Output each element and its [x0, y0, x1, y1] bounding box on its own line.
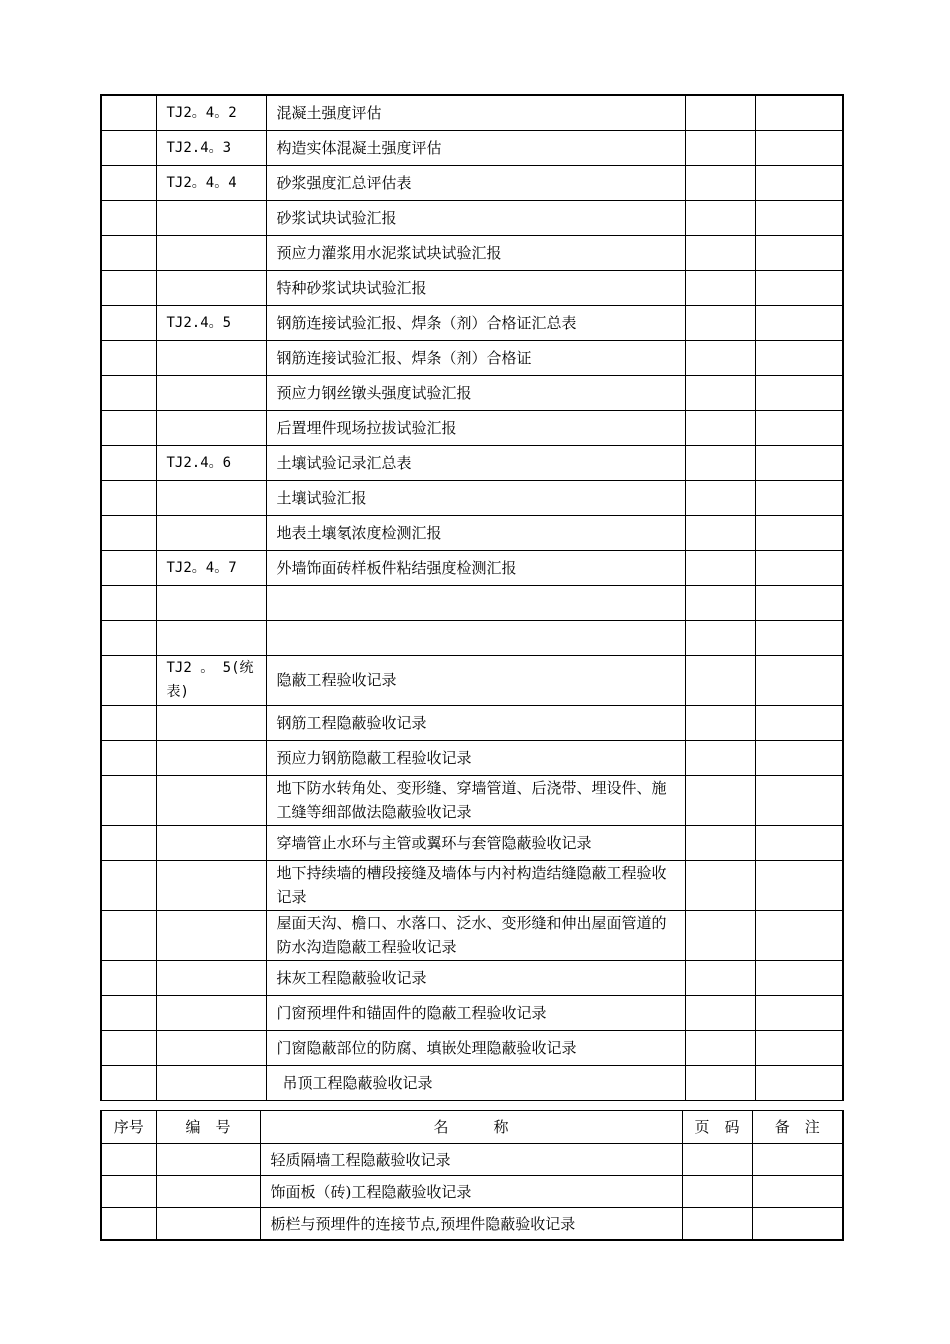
- code-cell: TJ2.4。3: [156, 130, 266, 165]
- seq-cell: [101, 410, 156, 445]
- note-cell: [755, 860, 843, 910]
- page-cell: [685, 740, 755, 775]
- code-cell: [156, 620, 266, 655]
- seq-cell: [101, 995, 156, 1030]
- seq-cell: [101, 775, 156, 825]
- page-cell: [685, 480, 755, 515]
- table-row: [101, 550, 843, 585]
- header-note: 备 注: [752, 1111, 843, 1144]
- seq-cell: [101, 860, 156, 910]
- seq-cell: [101, 235, 156, 270]
- seq-cell: [101, 550, 156, 585]
- page-cell: [682, 1144, 752, 1176]
- table-row: [101, 1144, 843, 1176]
- page-cell: [685, 270, 755, 305]
- table-row: [101, 270, 843, 305]
- name-cell: 后置埋件现场拉拔试验汇报: [266, 410, 685, 445]
- name-cell: 钢筋连接试验汇报、焊条（剂）合格证汇总表: [266, 305, 685, 340]
- note-cell: [755, 825, 843, 860]
- code-cell: [156, 410, 266, 445]
- seq-cell: [101, 1030, 156, 1065]
- seq-cell: [101, 585, 156, 620]
- name-cell: [266, 585, 685, 620]
- note-cell: [755, 515, 843, 550]
- name-cell: 钢筋连接试验汇报、焊条（剂）合格证: [266, 340, 685, 375]
- code-cell: TJ2。4。7: [156, 550, 266, 585]
- name-cell: 钢筋工程隐蔽验收记录: [266, 705, 685, 740]
- seq-cell: [101, 375, 156, 410]
- name-cell: 特种砂浆试块试验汇报: [266, 270, 685, 305]
- seq-cell: [101, 1144, 156, 1176]
- name-cell: 预应力钢丝镦头强度试验汇报: [266, 375, 685, 410]
- page-cell: [685, 340, 755, 375]
- seq-cell: [101, 620, 156, 655]
- name-cell: 地下持续墙的槽段接缝及墙体与内衬构造结缝隐蔽工程验收记录: [266, 860, 685, 910]
- note-cell: [755, 375, 843, 410]
- table-row: [101, 1176, 843, 1208]
- table-row: [101, 825, 843, 860]
- seq-cell: [101, 165, 156, 200]
- table-row: [101, 740, 843, 775]
- table-header-row: [101, 1111, 843, 1144]
- note-cell: [755, 995, 843, 1030]
- page-cell: [685, 515, 755, 550]
- seq-cell: [101, 480, 156, 515]
- seq-cell: [101, 740, 156, 775]
- page-cell: [685, 655, 755, 705]
- table-row: [101, 200, 843, 235]
- note-cell: [755, 270, 843, 305]
- code-cell: [156, 515, 266, 550]
- code-cell: [156, 960, 266, 995]
- code-cell: [156, 235, 266, 270]
- code-cell: TJ2。4。2: [156, 95, 266, 130]
- page-cell: [685, 825, 755, 860]
- note-cell: [755, 130, 843, 165]
- code-cell: [156, 1144, 260, 1176]
- code-cell: [156, 200, 266, 235]
- seq-cell: [101, 960, 156, 995]
- table-row: [101, 375, 843, 410]
- code-cell: TJ2 。 5(统表): [156, 655, 266, 705]
- seq-cell: [101, 340, 156, 375]
- table-row: [101, 995, 843, 1030]
- note-cell: [755, 1065, 843, 1100]
- seq-cell: [101, 705, 156, 740]
- name-cell: 吊顶工程隐蔽验收记录: [266, 1065, 685, 1100]
- page-cell: [685, 445, 755, 480]
- page-cell: [682, 1208, 752, 1241]
- seq-cell: [101, 305, 156, 340]
- name-cell: 构造实体混凝土强度评估: [266, 130, 685, 165]
- name-cell: 隐蔽工程验收记录: [266, 655, 685, 705]
- page-cell: [685, 995, 755, 1030]
- table-row: [101, 165, 843, 200]
- page-cell: [685, 960, 755, 995]
- name-cell: 预应力灌浆用水泥浆试块试验汇报: [266, 235, 685, 270]
- page-cell: [685, 550, 755, 585]
- page-cell: [685, 910, 755, 960]
- code-cell: [156, 1176, 260, 1208]
- code-cell: [156, 705, 266, 740]
- page-cell: [685, 165, 755, 200]
- header-code: 编 号: [156, 1111, 260, 1144]
- seq-cell: [101, 200, 156, 235]
- table-row: [101, 775, 843, 825]
- note-cell: [755, 165, 843, 200]
- name-cell: 门窗预埋件和锚固件的隐蔽工程验收记录: [266, 995, 685, 1030]
- page-cell: [685, 620, 755, 655]
- seq-cell: [101, 825, 156, 860]
- page-cell: [685, 200, 755, 235]
- name-cell: 栃栏与预埋件的连接节点,预埋件隐蔽验收记录: [260, 1208, 682, 1241]
- page-cell: [685, 95, 755, 130]
- note-cell: [755, 95, 843, 130]
- page-cell: [685, 860, 755, 910]
- code-cell: [156, 860, 266, 910]
- note-cell: [755, 410, 843, 445]
- name-cell: 抹灰工程隐蔽验收记录: [266, 960, 685, 995]
- header-page: 页 码: [682, 1111, 752, 1144]
- seq-cell: [101, 655, 156, 705]
- note-cell: [755, 960, 843, 995]
- table-row: [101, 95, 843, 130]
- table-row: [101, 235, 843, 270]
- table-row: [101, 1208, 843, 1241]
- note-cell: [755, 200, 843, 235]
- name-cell: 砂浆强度汇总评估表: [266, 165, 685, 200]
- table-row: [101, 515, 843, 550]
- code-cell: [156, 740, 266, 775]
- page-cell: [685, 585, 755, 620]
- page-cell: [685, 705, 755, 740]
- records-table-bottom: [100, 1110, 844, 1241]
- note-cell: [755, 705, 843, 740]
- table-row: [101, 620, 843, 655]
- code-cell: [156, 340, 266, 375]
- note-cell: [755, 775, 843, 825]
- code-cell: [156, 1030, 266, 1065]
- name-cell: 穿墙管止水环与主管或翼环与套管隐蔽验收记录: [266, 825, 685, 860]
- name-cell: 预应力钢筋隐蔽工程验收记录: [266, 740, 685, 775]
- table-row: [101, 445, 843, 480]
- name-cell: 砂浆试块试验汇报: [266, 200, 685, 235]
- table-row: [101, 305, 843, 340]
- name-cell: 轻质隔墙工程隐蔽验收记录: [260, 1144, 682, 1176]
- page-cell: [685, 305, 755, 340]
- page-cell: [685, 375, 755, 410]
- page-cell: [685, 130, 755, 165]
- note-cell: [755, 655, 843, 705]
- page-cell: [685, 410, 755, 445]
- code-cell: [156, 585, 266, 620]
- header-seq: 序号: [101, 1111, 156, 1144]
- note-cell: [755, 480, 843, 515]
- table-row: [101, 960, 843, 995]
- records-table-top: [100, 94, 844, 1101]
- code-cell: TJ2。4。4: [156, 165, 266, 200]
- seq-cell: [101, 445, 156, 480]
- page-cell: [682, 1176, 752, 1208]
- note-cell: [755, 235, 843, 270]
- name-cell: [266, 620, 685, 655]
- name-cell: 土壤试验记录汇总表: [266, 445, 685, 480]
- seq-cell: [101, 95, 156, 130]
- code-cell: [156, 270, 266, 305]
- code-cell: [156, 480, 266, 515]
- code-cell: [156, 910, 266, 960]
- note-cell: [755, 305, 843, 340]
- name-cell: 外墙饰面砖样板件粘结强度检测汇报: [266, 550, 685, 585]
- note-cell: [752, 1176, 843, 1208]
- name-cell: 屋面天沟、檐口、水落口、泛水、变形缝和伸出屋面管道的防水沟造隐蔽工程验收记录: [266, 910, 685, 960]
- table-row: [101, 1065, 843, 1100]
- name-cell: 门窗隐蔽部位的防腐、填嵌处理隐蔽验收记录: [266, 1030, 685, 1065]
- note-cell: [752, 1208, 843, 1241]
- note-cell: [752, 1144, 843, 1176]
- table-row: [101, 130, 843, 165]
- seq-cell: [101, 270, 156, 305]
- code-cell: TJ2.4。6: [156, 445, 266, 480]
- table-row: [101, 655, 843, 705]
- code-cell: [156, 775, 266, 825]
- table-row: [101, 1030, 843, 1065]
- note-cell: [755, 340, 843, 375]
- page-cell: [685, 1030, 755, 1065]
- note-cell: [755, 910, 843, 960]
- seq-cell: [101, 1208, 156, 1241]
- name-cell: 饰面板（砖)工程隐蔽验收记录: [260, 1176, 682, 1208]
- header-name: 名 称: [260, 1111, 682, 1144]
- note-cell: [755, 740, 843, 775]
- seq-cell: [101, 130, 156, 165]
- page-cell: [685, 235, 755, 270]
- table-row: [101, 585, 843, 620]
- seq-cell: [101, 910, 156, 960]
- note-cell: [755, 585, 843, 620]
- code-cell: [156, 1208, 260, 1241]
- name-cell: 地下防水转角处、变形缝、穿墙管道、后浇带、埋设件、施工缝等细部做法隐蔽验收记录: [266, 775, 685, 825]
- seq-cell: [101, 1065, 156, 1100]
- code-cell: [156, 1065, 266, 1100]
- note-cell: [755, 445, 843, 480]
- table-row: [101, 480, 843, 515]
- seq-cell: [101, 515, 156, 550]
- note-cell: [755, 1030, 843, 1065]
- name-cell: 地表土壤氡浓度检测汇报: [266, 515, 685, 550]
- page-cell: [685, 775, 755, 825]
- code-cell: [156, 375, 266, 410]
- table-row: [101, 410, 843, 445]
- table-row: [101, 910, 843, 960]
- name-cell: 混凝土强度评估: [266, 95, 685, 130]
- seq-cell: [101, 1176, 156, 1208]
- table-row: [101, 705, 843, 740]
- code-cell: [156, 995, 266, 1030]
- name-cell: 土壤试验汇报: [266, 480, 685, 515]
- code-cell: TJ2.4。5: [156, 305, 266, 340]
- note-cell: [755, 550, 843, 585]
- code-cell: [156, 825, 266, 860]
- table-row: [101, 340, 843, 375]
- table-row: [101, 860, 843, 910]
- page-cell: [685, 1065, 755, 1100]
- note-cell: [755, 620, 843, 655]
